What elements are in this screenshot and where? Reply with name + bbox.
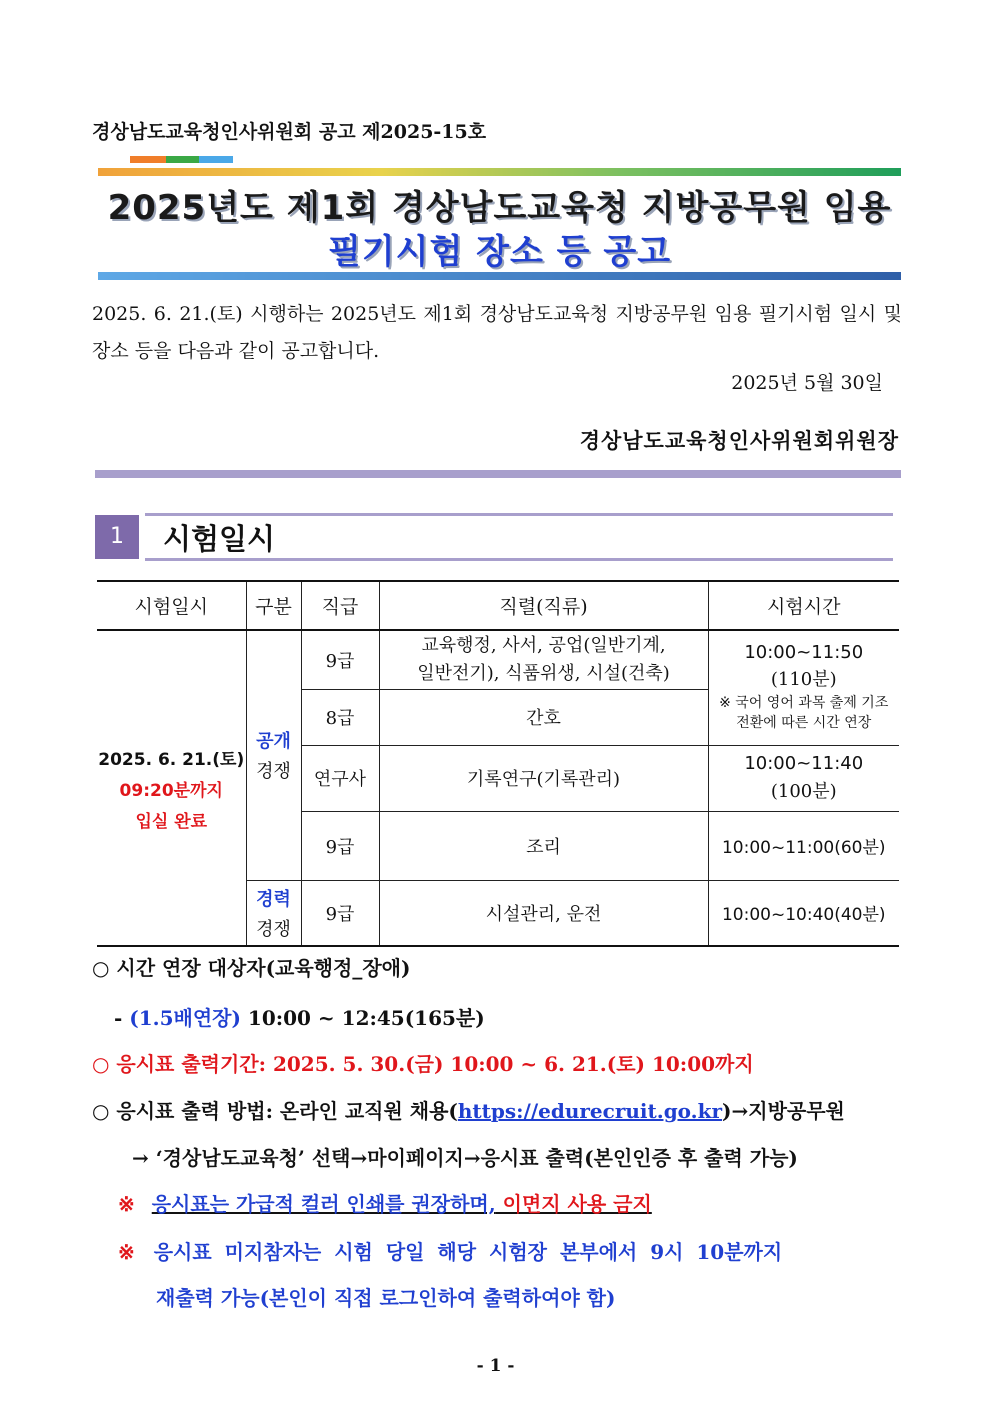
- header-exam-time: 시험시간: [708, 581, 899, 630]
- time-cell: [708, 630, 899, 745]
- section-top-line: [145, 513, 893, 516]
- header-grade: 직급: [301, 581, 379, 630]
- no-scrap-paper: 이면지 사용 금지: [495, 1192, 652, 1216]
- series-text-1: 교육행정, 사서, 공업(일반기계,: [421, 634, 666, 656]
- header-exam-date: 시험일시: [97, 581, 246, 630]
- open-competition-cell: [246, 630, 301, 880]
- extension-time: 10:00 ~ 12:45(165분): [240, 1006, 485, 1030]
- note-reprint: [118, 1236, 782, 1265]
- note-ticket-steps: → ‘경상남도교육청’ 선택→마이페이지→응시표 출력(본인인증 후 출력 가능): [132, 1146, 798, 1170]
- reprint-text: 응시표 미지참자는 시험 당일 해당 시험장 본부에서 9시 10분까지: [153, 1240, 783, 1264]
- competition-label: 경쟁: [256, 761, 291, 783]
- series-cell: 간호: [379, 689, 708, 745]
- section-title: 시험일시: [163, 522, 276, 556]
- color-print-text: [152, 1192, 652, 1216]
- competition-label: 경쟁: [256, 918, 291, 940]
- notice-number: 경상남도교육청인사위원회 공고 제2025-15호: [92, 121, 487, 143]
- time-extension-note: ※ 국어 영어 과목 출제 기조: [719, 695, 889, 712]
- series-cell: 시설관리, 운전: [379, 880, 708, 946]
- time-duration: (100분): [770, 781, 837, 802]
- extension-ratio: (1.5배연장): [129, 1006, 241, 1030]
- title-bottom-bar: [98, 272, 901, 280]
- reference-mark: ※: [118, 1192, 135, 1216]
- table-row: [97, 630, 899, 689]
- color-strip-orange: [130, 156, 166, 163]
- grade-cell: 9급: [301, 630, 379, 689]
- entry-deadline: 09:20분까지: [119, 780, 223, 801]
- section-bottom-line: [145, 558, 893, 561]
- header-series: 직렬(직류): [379, 581, 708, 630]
- series-cell: 기록연구(기록관리): [379, 745, 708, 811]
- color-strip-blue: [199, 156, 233, 163]
- note-extension-target: ○ 시간 연장 대상자(교육행정_장애): [92, 956, 411, 980]
- section-number-badge: 1: [95, 515, 139, 559]
- time-range: 10:00~11:50: [744, 642, 864, 664]
- series-cell: [379, 630, 708, 689]
- note-extension-time: [114, 1002, 485, 1031]
- note-dash: -: [114, 1006, 130, 1030]
- note-ticket-period: ○ 응시표 출력기간: 2025. 5. 30.(금) 10:00 ~ 6. 21.(토) 10:00까지: [92, 1052, 754, 1076]
- reference-mark: ※: [118, 1240, 135, 1264]
- note-reprint-2: 재출력 가능(본인이 직접 로그인하여 출력하여야 함): [156, 1286, 616, 1310]
- exam-date: 2025. 6. 21.(토): [98, 749, 245, 770]
- ticket-method-suffix: )→지방공무원: [722, 1099, 845, 1123]
- grade-cell: 9급: [301, 880, 379, 946]
- time-duration: (110분): [770, 669, 837, 691]
- time-range: 10:00~11:40: [744, 753, 864, 774]
- time-extension-note-2: 전환에 따른 시간 연장: [736, 715, 872, 732]
- exam-date-cell: [97, 630, 246, 946]
- series-cell: 조리: [379, 811, 708, 880]
- career-label: 경력: [256, 888, 291, 910]
- title-top-bar: [98, 168, 901, 176]
- page-number: - 1 -: [476, 1356, 515, 1376]
- signer: 경상남도교육청인사위원회위원장: [579, 429, 899, 453]
- grade-cell: 9급: [301, 811, 379, 880]
- grade-cell: 8급: [301, 689, 379, 745]
- title-line-1: 2025년도 제1회 경상남도교육청 지방공무원 임용: [107, 188, 892, 228]
- note-ticket-method: [92, 1095, 845, 1124]
- series-text-2: 일반전기), 식품위생, 시설(건축): [417, 662, 670, 684]
- section-divider: [95, 470, 901, 478]
- ticket-method-label: ○ 응시표 출력 방법: 온라인 교직원 채용(: [92, 1099, 458, 1123]
- exam-schedule-table: [97, 580, 899, 947]
- entry-note: 입실 완료: [135, 811, 208, 832]
- career-competition-cell: [246, 880, 301, 946]
- edurecruit-link[interactable]: https://edurecruit.go.kr: [457, 1099, 723, 1123]
- notice-date: 2025년 5월 30일: [731, 372, 883, 394]
- title-line-2: 필기시험 장소 등 공고: [327, 232, 672, 272]
- time-cell: 10:00~10:40(40분): [708, 880, 899, 946]
- header-category: 구분: [246, 581, 301, 630]
- time-cell: [708, 745, 899, 811]
- intro-paragraph: 2025. 6. 21.(토) 시행하는 2025년도 제1회 경상남도교육청 지방공무원 임용 필기시험 일시 및 장소 등을 다음과 같이 공고합니다.: [92, 303, 902, 362]
- open-label: 공개: [256, 731, 291, 753]
- note-color-print: [118, 1188, 652, 1217]
- color-strip-green: [166, 156, 199, 163]
- time-cell: 10:00~11:00(60분): [708, 811, 899, 880]
- table-header-row: [97, 581, 899, 630]
- color-print-recommendation: 응시표는 가급적 컬러 인쇄를 권장하며,: [151, 1192, 496, 1216]
- grade-cell: 연구사: [301, 745, 379, 811]
